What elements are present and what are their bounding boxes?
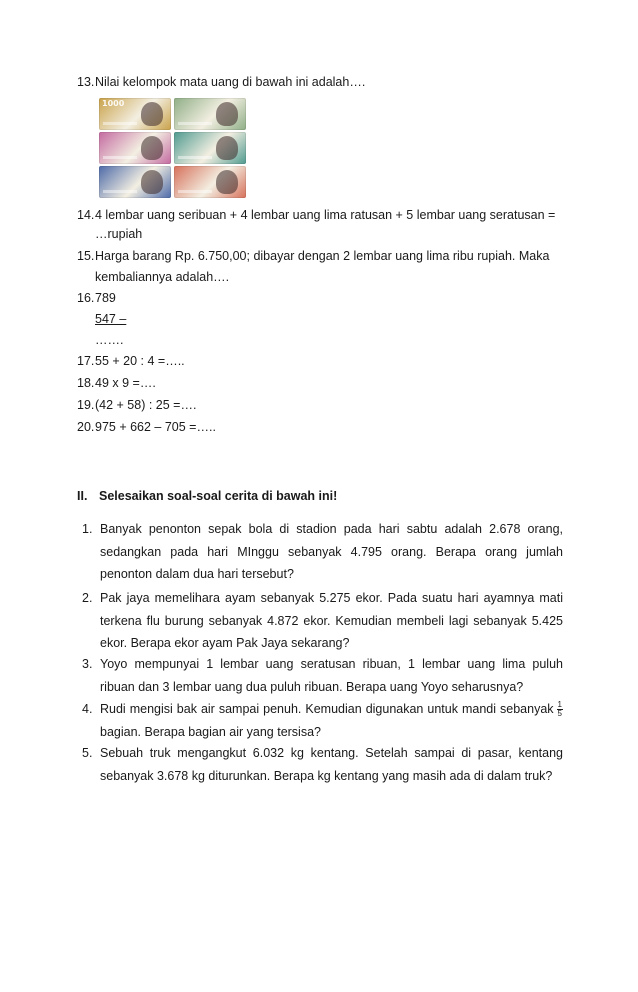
question-number: 17. xyxy=(77,354,95,368)
story-number: 3. xyxy=(82,657,93,671)
question-number: 14. xyxy=(77,208,95,222)
story-line: Sebuah truk mengangkut 6.032 kg kentang. Setelah sampai di pasar, kentang xyxy=(100,746,563,760)
question-number: 20. xyxy=(77,420,95,434)
story-line: Banyak penonton sepak bola di stadion pada hari sabtu adalah 2.678 orang, xyxy=(100,522,563,536)
question-text: Nilai kelompok mata uang di bawah ini adalah…. xyxy=(95,75,366,89)
story-line: ekor. Berapa ekor ayam Pak Jaya sekarang? xyxy=(100,636,350,650)
story-line: penonton dalam dua hari tersebut? xyxy=(100,567,294,581)
story-line: Yoyo mempunyai 1 lembar uang seratusan ribuan, 1 lembar uang lima puluh xyxy=(100,657,563,671)
question-text: 4 lembar uang seribuan + 4 lembar uang lima ratusan + 5 lembar uang seratusan = xyxy=(95,208,556,222)
question-number: 15. xyxy=(77,249,95,263)
story-line-text: Rudi mengisi bak air sampai penuh. Kemudian digunakan untuk mandi sebanyak xyxy=(100,702,554,716)
banknote xyxy=(174,132,246,164)
question-text: Harga barang Rp. 6.750,00; dibayar dengan 2 lembar uang lima ribu rupiah. Maka xyxy=(95,249,550,263)
story-number: 2. xyxy=(82,591,93,605)
question-number: 18. xyxy=(77,376,95,390)
question-text: (42 + 58) : 25 =…. xyxy=(95,398,197,412)
section-numeral: II. xyxy=(77,489,88,503)
subtraction-bottom: 547 – xyxy=(95,312,127,326)
fraction xyxy=(557,701,563,718)
story-text xyxy=(100,742,563,787)
story-text xyxy=(100,587,563,655)
question-number: 16. xyxy=(77,291,95,305)
question-number: 19. xyxy=(77,398,95,412)
banknote xyxy=(99,132,171,164)
story-text xyxy=(100,653,563,698)
subtraction-top: 789 xyxy=(95,291,116,305)
story-line: sedangkan pada hari MInggu sebanyak 4.795 orang. Berapa orang jumlah xyxy=(100,544,563,559)
story-line: terkena flu burung sebanyak 4.872 ekor. Kemudian membeli lagi sebanyak 5.425 xyxy=(100,613,563,628)
section-title: Selesaikan soal-soal cerita di bawah ini! xyxy=(99,489,338,503)
question-number: 13. xyxy=(77,75,95,89)
question-14-continuation: …rupiah xyxy=(95,227,143,241)
story-line: Pak jaya memelihara ayam sebanyak 5.275 ekor. Pada suatu hari ayamnya mati xyxy=(100,591,563,605)
section-heading xyxy=(77,489,337,503)
banknote xyxy=(174,98,246,130)
story-line: bagian. Berapa bagian air yang tersisa? xyxy=(100,724,321,739)
question-15-continuation: kembaliannya adalah…. xyxy=(95,270,230,284)
story-number: 1. xyxy=(82,522,93,536)
story-text xyxy=(100,518,563,586)
subtraction-answer-blank: ……. xyxy=(95,333,124,347)
story-text xyxy=(100,698,563,743)
banknote xyxy=(99,166,171,198)
question-text: 55 + 20 : 4 =….. xyxy=(95,354,185,368)
story-line: ribuan dan 3 lembar uang dua puluh ribuan. Berapa uang Yoyo seharusnya? xyxy=(100,679,524,694)
fraction-denominator: 5 xyxy=(557,708,562,718)
question-text: 49 x 9 =…. xyxy=(95,376,156,390)
question-text: 975 + 662 – 705 =….. xyxy=(95,420,216,434)
story-number: 4. xyxy=(82,702,93,716)
story-line: sebanyak 3.678 kg diturunkan. Berapa kg kentang yang masih ada di dalam truk? xyxy=(100,768,553,783)
fraction-numerator: 1 xyxy=(557,699,562,709)
banknote xyxy=(99,98,171,130)
story-line xyxy=(100,698,563,721)
banknote-value: 1000 xyxy=(102,99,125,108)
story-number: 5. xyxy=(82,746,93,760)
banknotes-image xyxy=(97,96,247,199)
banknote xyxy=(174,166,246,198)
